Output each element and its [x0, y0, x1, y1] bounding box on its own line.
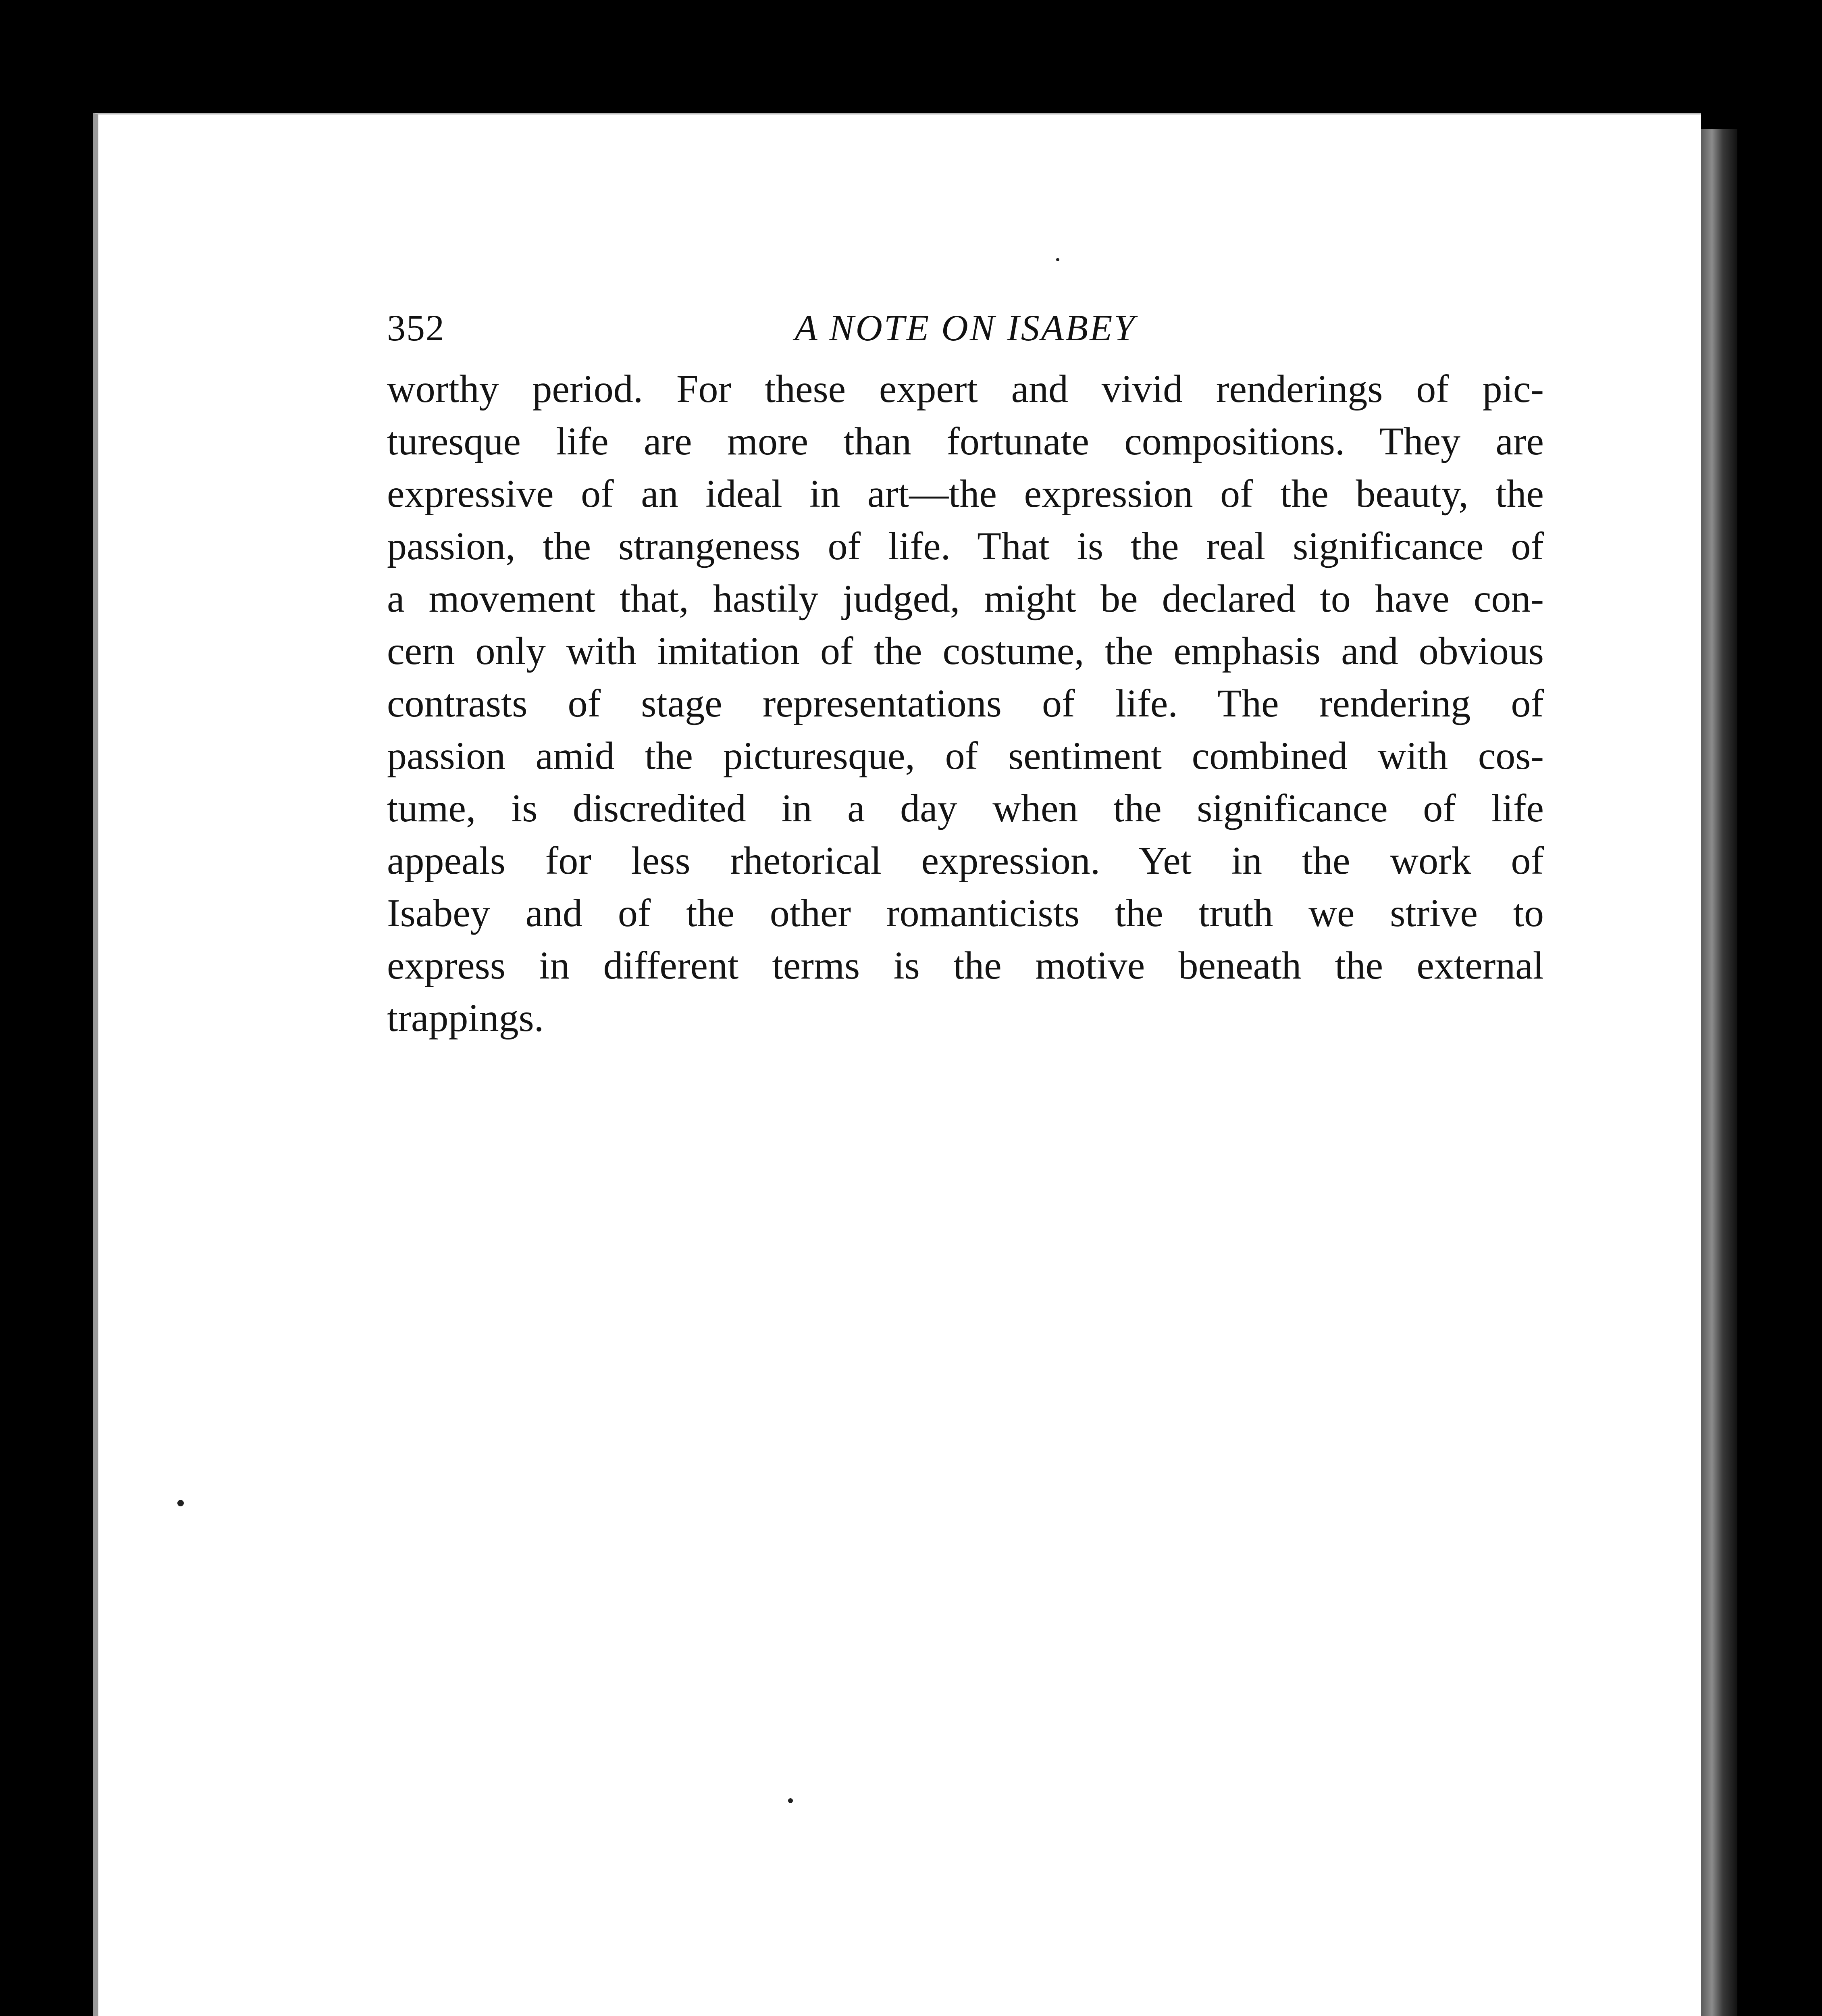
running-title: A NOTE ON ISABEY [795, 307, 1136, 348]
text-line: turesque life are more than fortunate compositions. They are [387, 420, 1544, 463]
text-line: appeals for less rhetorical expression. Yet in the work of [387, 839, 1544, 883]
text-line: a movement that, hastily judged, might be declared to have con- [387, 577, 1544, 621]
dust-speck [1056, 258, 1059, 261]
text-line: tume, is discredited in a day when the significance of life [387, 787, 1544, 830]
text-line: Isabey and of the other romanticists the truth we strive to [387, 891, 1544, 935]
page-edge-shadow [1701, 129, 1737, 2016]
dust-speck [788, 1798, 793, 1803]
text-line: trappings. [387, 996, 544, 1040]
text-line: express in different terms is the motive beneath the external [387, 944, 1544, 987]
running-head [387, 306, 1544, 355]
text-line: worthy period. For these expert and vivid renderings of pic- [387, 367, 1544, 411]
text-line: contrasts of stage representations of life. The rendering of [387, 682, 1544, 725]
text-line: cern only with imitation of the costume, the emphasis and obvious [387, 629, 1544, 673]
page-number: 352 [387, 307, 445, 348]
text-line: passion, the strangeness of life. That is the real significance of [387, 525, 1544, 568]
text-line: passion amid the picturesque, of sentiment combined with cos- [387, 734, 1544, 778]
body-paragraph [387, 363, 1544, 1044]
text-line: expressive of an ideal in art—the expression of the beauty, the [387, 472, 1544, 516]
dust-speck [177, 1500, 184, 1506]
